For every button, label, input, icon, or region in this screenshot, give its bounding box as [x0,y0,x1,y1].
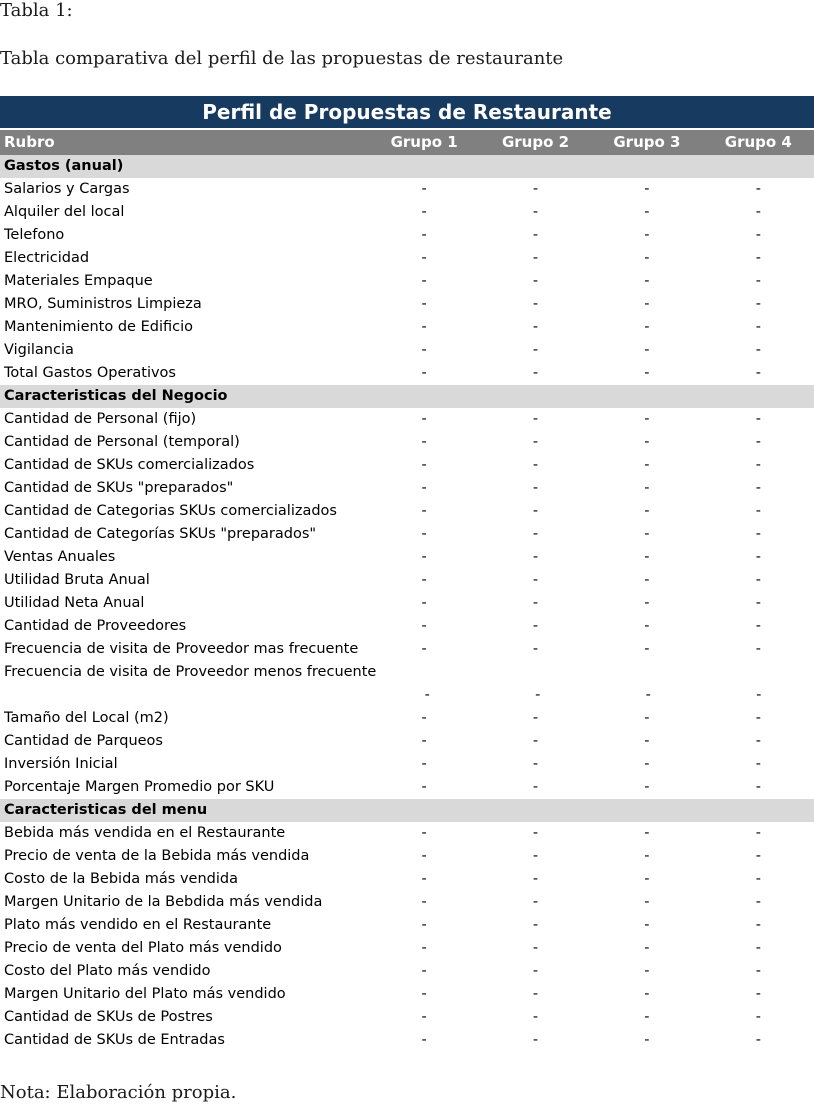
row-value-grupo-3: - [644,1009,650,1025]
section-title: Caracteristicas del Negocio [4,388,228,404]
section-header [0,385,814,408]
table-row [0,776,814,799]
row-value-grupo-4: - [755,503,761,519]
row-value-grupo-3: - [644,963,650,979]
row-value-grupo-4: - [755,825,761,841]
row-value-grupo-1: - [421,250,427,266]
row-label: Margen Unitario de la Bebdida más vendida [4,894,323,910]
row-value-grupo-4: - [755,204,761,220]
table-row [0,592,814,615]
row-value-grupo-1: - [421,595,427,611]
row-value-grupo-4: - [755,756,761,772]
row-value-grupo-2: - [532,641,539,657]
row-value-grupo-1: - [421,1009,427,1025]
table-row [0,339,814,362]
row-value-grupo-1: - [421,526,427,542]
row-value-grupo-1: - [421,503,427,519]
row-value-grupo-1: - [421,480,427,496]
row-value-grupo-4: - [755,733,761,749]
row-label: Materiales Empaque [4,273,153,289]
row-value-grupo-3: - [644,480,650,496]
row-value-grupo-2: - [532,549,539,565]
row-value-grupo-2: - [532,848,539,864]
row-value-grupo-1: - [421,549,427,565]
column-header-rubro: Rubro [4,133,55,151]
row-value-grupo-1: - [421,319,427,335]
row-value-grupo-3: - [644,710,650,726]
row-value-grupo-3: - [644,411,650,427]
row-label: Cantidad de Parqueos [4,733,163,749]
restaurant-profile-table [0,96,814,1052]
row-value-grupo-4: - [755,572,761,588]
row-value-grupo-3: - [644,296,650,312]
table-row [0,730,814,753]
row-label: Precio de venta de la Bebida más vendida [4,848,310,864]
row-value-grupo-2: - [532,618,539,634]
row-value-grupo-3: - [644,894,650,910]
row-value-grupo-2: - [532,963,539,979]
table-row [0,500,814,523]
row-value-grupo-4: - [755,963,761,979]
row-value-grupo-1: - [421,572,427,588]
row-value-grupo-2: - [532,986,539,1002]
row-value-grupo-3: - [644,848,650,864]
table-body [0,155,814,1052]
section-header [0,155,814,178]
row-value-grupo-2: - [532,296,539,312]
table-row [0,316,814,339]
row-value-grupo-4: - [755,986,761,1002]
row-value-grupo-4: - [755,434,761,450]
row-value-grupo-4: - [756,687,762,703]
row-value-grupo-2: - [532,457,539,473]
row-value-grupo-2: - [532,710,539,726]
column-header-grupo-2: Grupo 2 [501,133,570,151]
row-value-grupo-4: - [755,618,761,634]
table-row [0,569,814,592]
row-label: Porcentaje Margen Promedio por SKU [4,779,275,795]
row-label: Bebida más vendida en el Restaurante [4,825,286,841]
row-value-grupo-4: - [755,457,761,473]
table-caption: Tabla 1: [0,0,73,21]
row-value-grupo-2: - [532,894,539,910]
table-subtitle: Tabla comparativa del perfil de las propuestas de restaurante [0,48,564,69]
row-label: Cantidad de SKUs comercializados [4,457,255,473]
row-value-grupo-3: - [644,825,650,841]
row-value-grupo-2: - [532,825,539,841]
row-value-grupo-4: - [755,1032,761,1048]
table-row [0,960,814,983]
row-label: Cantidad de SKUs de Entradas [4,1032,225,1048]
table-row [0,845,814,868]
row-label: Telefono [4,227,65,243]
table-row [0,477,814,500]
row-label: Salarios y Cargas [4,181,130,197]
row-value-grupo-4: - [755,181,761,197]
table-row [0,454,814,477]
table-row [0,201,814,224]
row-value-grupo-2: - [532,319,539,335]
table-row [0,937,814,960]
row-value-grupo-1: - [421,457,427,473]
row-value-grupo-3: - [644,434,650,450]
row-label: Cantidad de SKUs "preparados" [4,480,234,496]
row-value-grupo-2: - [532,572,539,588]
row-label: Cantidad de Proveedores [4,618,187,634]
row-value-grupo-4: - [755,1009,761,1025]
row-value-grupo-4: - [755,227,761,243]
row-value-grupo-3: - [644,457,650,473]
row-value-grupo-3: - [644,181,650,197]
table-row [0,224,814,247]
table-note: Nota: Elaboración propia. [0,1082,237,1103]
row-value-grupo-3: - [644,986,650,1002]
row-value-grupo-3: - [644,641,650,657]
row-value-grupo-3: - [644,204,650,220]
row-value-grupo-4: - [755,917,761,933]
table-row [0,661,814,707]
row-value-grupo-4: - [755,710,761,726]
row-value-grupo-3: - [644,733,650,749]
section-title: Caracteristicas del menu [4,802,208,818]
row-value-grupo-4: - [755,480,761,496]
row-value-grupo-2: - [532,526,539,542]
row-value-grupo-2: - [532,1009,539,1025]
row-value-grupo-2: - [532,227,539,243]
row-label: Margen Unitario del Plato más vendido [4,986,286,1002]
row-value-grupo-2: - [532,480,539,496]
row-value-grupo-4: - [755,894,761,910]
row-value-grupo-1: - [421,342,427,358]
table-row [0,638,814,661]
row-value-grupo-4: - [755,526,761,542]
row-value-grupo-3: - [644,871,650,887]
row-value-grupo-1: - [421,986,427,1002]
column-header-grupo-3: Grupo 3 [613,133,681,151]
table-row [0,615,814,638]
row-value-grupo-4: - [755,848,761,864]
row-value-grupo-2: - [532,595,539,611]
table-row [0,293,814,316]
row-value-grupo-1: - [421,181,427,197]
row-value-grupo-2: - [532,181,539,197]
row-value-grupo-1: - [424,687,430,703]
table-row [0,270,814,293]
row-value-grupo-1: - [421,917,427,933]
section-title: Gastos (anual) [4,158,124,174]
table-row [0,914,814,937]
row-value-grupo-1: - [421,779,427,795]
table-banner: Perfil de Propuestas de Restaurante [0,96,814,130]
row-value-grupo-2: - [532,204,539,220]
table-row [0,753,814,776]
row-value-grupo-1: - [421,618,427,634]
row-value-grupo-3: - [644,917,650,933]
row-value-grupo-4: - [755,871,761,887]
row-label: Cantidad de SKUs de Postres [4,1009,213,1025]
row-value-grupo-1: - [421,848,427,864]
row-value-grupo-1: - [421,204,427,220]
row-label: Electricidad [4,250,90,266]
row-value-grupo-4: - [755,365,761,381]
row-label: Utilidad Bruta Anual [4,572,150,588]
table-row [0,408,814,431]
row-label: Ventas Anuales [4,549,116,565]
row-value-grupo-2: - [532,1032,539,1048]
row-value-grupo-1: - [421,825,427,841]
row-value-grupo-4: - [755,641,761,657]
row-label: Cantidad de Personal (temporal) [4,434,240,450]
row-value-grupo-4: - [755,273,761,289]
row-value-grupo-4: - [755,342,761,358]
row-value-grupo-1: - [421,710,427,726]
row-value-grupo-3: - [644,503,650,519]
row-value-grupo-4: - [755,549,761,565]
row-value-grupo-1: - [421,296,427,312]
row-value-grupo-2: - [532,411,539,427]
row-value-grupo-2: - [532,342,539,358]
row-label: Cantidad de Categorías SKUs "preparados" [4,526,317,542]
row-label: Frecuencia de visita de Proveedor mas frecuente [4,641,359,657]
row-label: Cantidad de Categorias SKUs comercializados [4,503,337,519]
row-value-grupo-3: - [644,273,650,289]
table-row [0,983,814,1006]
row-value-grupo-2: - [532,871,539,887]
row-value-grupo-1: - [421,756,427,772]
table-row [0,1006,814,1029]
row-value-grupo-3: - [644,756,650,772]
row-value-grupo-3: - [644,940,650,956]
row-value-grupo-1: - [421,871,427,887]
row-label: Costo de la Bebida más vendida [4,871,238,887]
row-value-grupo-2: - [532,434,539,450]
table-row [0,523,814,546]
row-label: Mantenimiento de Edificio [4,319,193,335]
row-label: Utilidad Neta Anual [4,595,145,611]
row-value-grupo-4: - [755,411,761,427]
table-row [0,891,814,914]
table-row [0,431,814,454]
row-value-grupo-2: - [532,365,539,381]
row-value-grupo-4: - [755,940,761,956]
column-header-grupo-4: Grupo 4 [724,133,792,151]
row-value-grupo-1: - [421,273,427,289]
table-row [0,178,814,201]
row-value-grupo-3: - [644,572,650,588]
column-header-grupo-1: Grupo 1 [390,133,458,151]
row-value-grupo-3: - [644,526,650,542]
row-value-grupo-3: - [644,250,650,266]
row-value-grupo-2: - [532,250,539,266]
row-value-grupo-3: - [644,342,650,358]
row-value-grupo-3: - [644,618,650,634]
row-value-grupo-1: - [421,1032,427,1048]
row-label: Alquiler del local [4,204,125,220]
row-value-grupo-3: - [644,595,650,611]
table-row [0,546,814,569]
row-value-grupo-2: - [532,940,539,956]
row-value-grupo-4: - [755,779,761,795]
table-row [0,822,814,845]
table-row [0,247,814,270]
row-value-grupo-2: - [532,779,539,795]
row-label: Total Gastos Operativos [4,365,176,381]
table-row [0,362,814,385]
row-label: Cantidad de Personal (fijo) [4,411,197,427]
table-header-row [0,130,814,155]
row-value-grupo-3: - [644,227,650,243]
row-value-grupo-2: - [532,503,539,519]
row-label: Inversión Inicial [4,756,118,772]
row-value-grupo-1: - [421,365,427,381]
row-value-grupo-1: - [421,733,427,749]
table-row [0,1029,814,1052]
row-value-grupo-2: - [532,756,539,772]
row-label: Tamaño del Local (m2) [4,710,169,726]
row-value-grupo-3: - [644,365,650,381]
row-value-grupo-3: - [644,549,650,565]
row-label: Precio de venta del Plato más vendido [4,940,282,956]
row-value-grupo-3: - [644,1032,650,1048]
row-value-grupo-4: - [755,595,761,611]
row-label: MRO, Suministros Limpieza [4,296,202,312]
row-value-grupo-4: - [755,319,761,335]
row-value-grupo-1: - [421,434,427,450]
row-value-grupo-2: - [532,733,539,749]
section-header [0,799,814,822]
row-value-grupo-1: - [421,411,427,427]
row-label: Costo del Plato más vendido [4,963,211,979]
row-value-grupo-2: - [532,273,539,289]
row-value-grupo-1: - [421,894,427,910]
row-value-grupo-4: - [755,296,761,312]
row-value-grupo-3: - [644,779,650,795]
row-value-grupo-1: - [421,963,427,979]
row-value-grupo-3: - [645,687,651,703]
row-value-grupo-1: - [421,940,427,956]
row-value-grupo-1: - [421,227,427,243]
row-value-grupo-1: - [421,641,427,657]
row-value-grupo-3: - [644,319,650,335]
row-label: Plato más vendido en el Restaurante [4,917,272,933]
table-row [0,707,814,730]
row-label: Frecuencia de visita de Proveedor menos frecuente [4,664,377,680]
table-row [0,868,814,891]
row-label: Vigilancia [4,342,74,358]
row-value-grupo-2: - [532,917,539,933]
row-value-grupo-2: - [535,687,541,703]
row-value-grupo-4: - [755,250,761,266]
